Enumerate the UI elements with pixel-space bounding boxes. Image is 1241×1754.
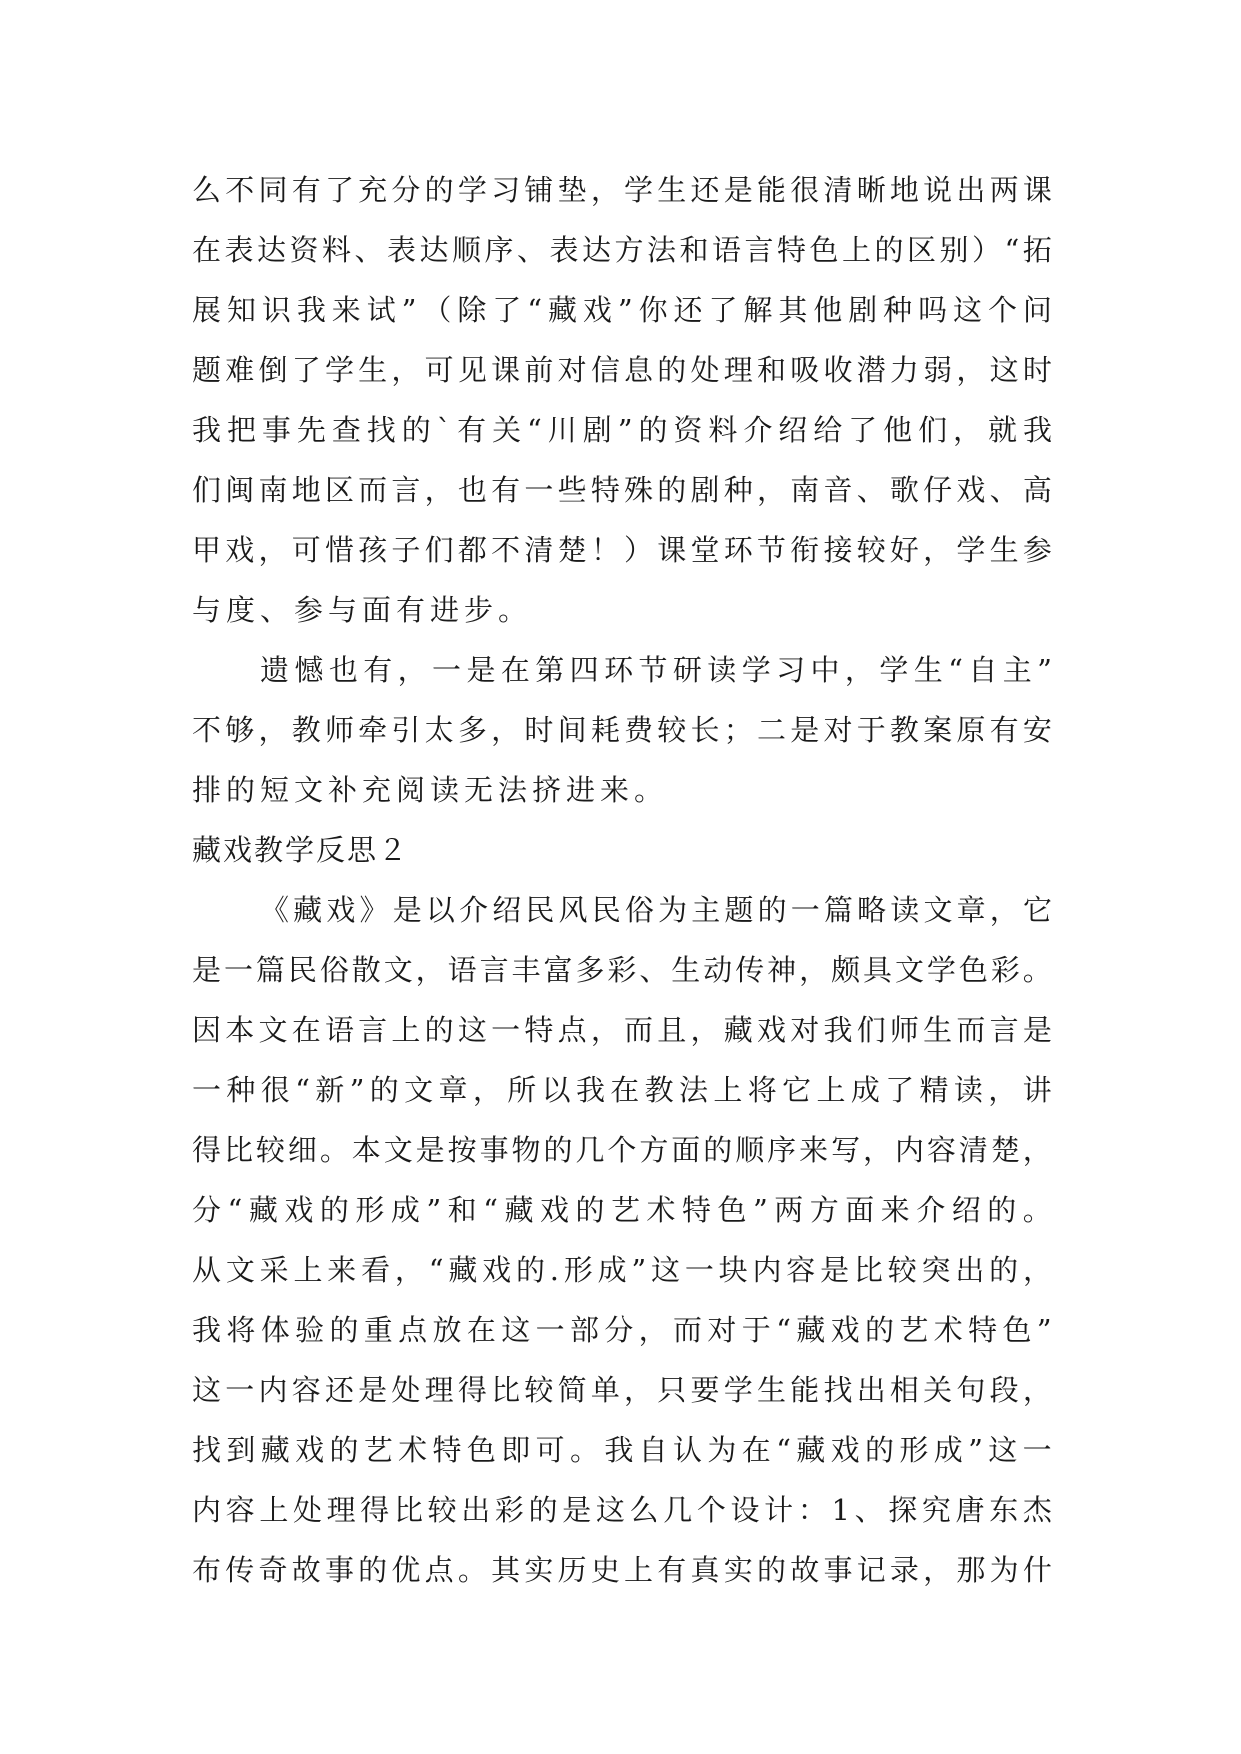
- text-line: 找 到 藏 戏 的 艺 术 特 色 即 可 。 我 自 认 为 在 “ 藏 戏 的 形 成 ” 这 一: [192, 1433, 1052, 1467]
- text-line: 内 容 上 处 理 得 比 较 出 彩 的 是 这 么 几 个 设 计 ： 1 、 探 究 唐 东 杰: [192, 1493, 1052, 1527]
- text-line: 因 本 文 在 语 言 上 的 这 一 特 点 ， 而 且 ， 藏 戏 对 我 们 师 生 而 言 是: [192, 1013, 1052, 1047]
- text-line: 得 比 较 细 。 本 文 是 按 事 物 的 几 个 方 面 的 顺 序 来 写 ， 内 容 清 楚 ，: [192, 1133, 1052, 1167]
- text-line: 《 藏 戏 》 是 以 介 绍 民 风 民 俗 为 主 题 的 一 篇 略 读 文 章 ， 它: [260, 893, 1052, 927]
- text-line: 甲 戏 ， 可 惜 孩 子 们 都 不 清 楚 ！ ） 课 堂 环 节 衔 接 较 好 ， 学 生 参: [192, 533, 1052, 567]
- text-line: 一 种 很 “ 新 ” 的 文 章 ， 所 以 我 在 教 法 上 将 它 上 成 了 精 读 ， 讲: [192, 1073, 1052, 1107]
- text-line: 么 不 同 有 了 充 分 的 学 习 铺 垫 ， 学 生 还 是 能 很 清 晰 地 说 出 两 课: [192, 173, 1052, 207]
- text-line: 布 传 奇 故 事 的 优 点 。 其 实 历 史 上 有 真 实 的 故 事 记 录 ， 那 为 什: [192, 1553, 1052, 1587]
- text-line: 是 一 篇 民 俗 散 文 ， 语 言 丰 富 多 彩 、 生 动 传 神 ， 颇 具 文 学 色 彩 。: [192, 953, 1052, 987]
- text-line: 分 “ 藏 戏 的 形 成 ” 和 “ 藏 戏 的 艺 术 特 色 ” 两 方 面 来 介 绍 的 。: [192, 1193, 1052, 1227]
- text-line: 从 文 采 上 来 看 ， “ 藏 戏 的 . 形 成 ” 这 一 块 内 容 是 比 较 突 出 的 ，: [192, 1253, 1052, 1287]
- text-line: 我 把 事 先 查 找 的 ` 有 关 “ 川 剧 ” 的 资 料 介 绍 给 了 他 们 ， 就 我: [192, 413, 1052, 447]
- text-line: 这 一 内 容 还 是 处 理 得 比 较 简 单 ， 只 要 学 生 能 找 出 相 关 句 段 ，: [192, 1373, 1052, 1407]
- text-line: 展 知 识 我 来 试 ” （ 除 了 “ 藏 戏 ” 你 还 了 解 其 他 剧 种 吗 这 个 问: [192, 293, 1052, 327]
- document-body: [192, 160, 1052, 1600]
- text-line: 不 够 ， 教 师 牵 引 太 多 ， 时 间 耗 费 较 长 ； 二 是 对 于 教 案 原 有 安: [192, 713, 1052, 747]
- text-line: 题 难 倒 了 学 生 ， 可 见 课 前 对 信 息 的 处 理 和 吸 收 潜 力 弱 ， 这 时: [192, 353, 1052, 387]
- text-line: 们 闽 南 地 区 而 言 ， 也 有 一 些 特 殊 的 剧 种 ， 南 音 、 歌 仔 戏 、 高: [192, 473, 1052, 507]
- text-line: 在 表 达 资 料 、 表 达 顺 序 、 表 达 方 法 和 语 言 特 色 上 的 区 别 ） “ 拓: [192, 233, 1052, 267]
- text-line: 我 将 体 验 的 重 点 放 在 这 一 部 分 ， 而 对 于 “ 藏 戏 的 艺 术 特 色 ”: [192, 1313, 1052, 1347]
- text-line: 与度、参与面有进步。: [192, 593, 533, 627]
- text-line: 遗 憾 也 有 ， 一 是 在 第 四 环 节 研 读 学 习 中 ， 学 生 “ 自 主 ”: [260, 653, 1052, 687]
- section-heading: 藏戏教学反思２: [192, 833, 410, 867]
- text-line: 排的短文补充阅读无法挤进来。: [192, 773, 669, 807]
